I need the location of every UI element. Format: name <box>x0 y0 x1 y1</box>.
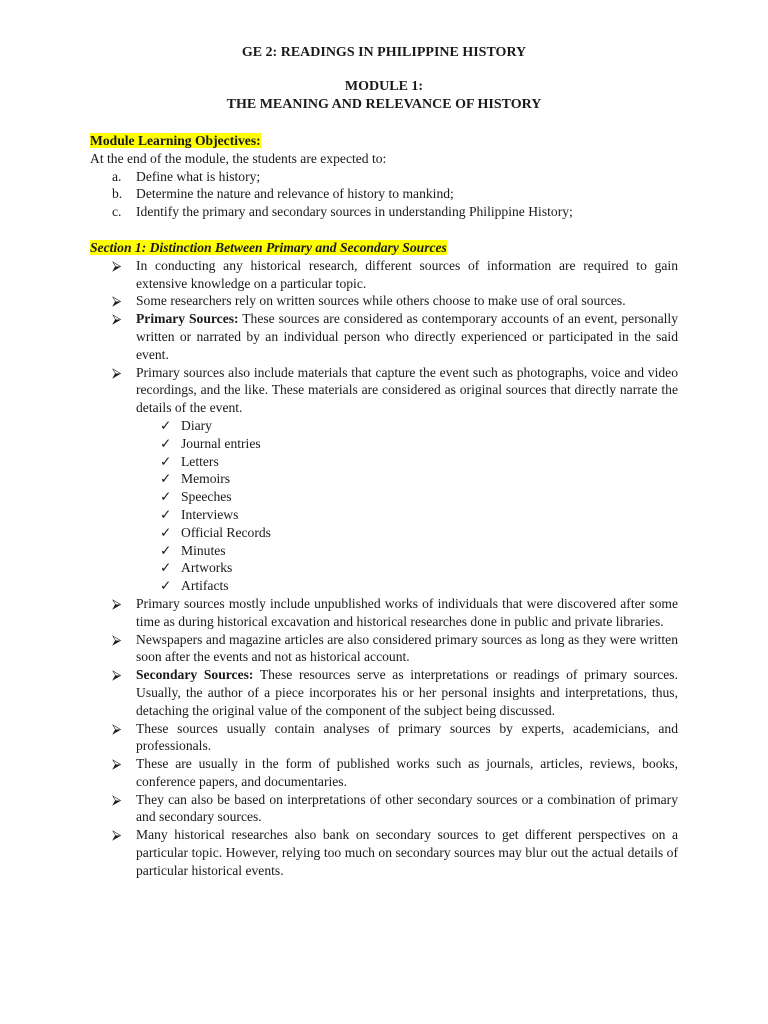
bullet-item <box>90 720 678 756</box>
objective-text: Define what is history; <box>136 168 261 184</box>
objectives-list <box>90 168 678 221</box>
bullet-text: Some researchers rely on written sources while others choose to make use of oral sources. <box>136 293 626 309</box>
checkmark-icon: ✓ <box>160 542 172 558</box>
arrow-bullet-icon: ⮚ <box>112 667 122 683</box>
bullet-item <box>90 292 678 310</box>
bullet-text: These resources serve as interpretations or readings of primary sources. Usually, the author of a piece incorporates his or her personal insights and interpretations, thus, detaching the original value of the component of the subject being discussed. <box>136 667 678 718</box>
module-number: MODULE 1: <box>344 79 424 94</box>
checklist-text: Artifacts <box>181 578 229 594</box>
arrow-bullet-icon: ⮚ <box>112 827 122 843</box>
checklist-text: Interviews <box>181 506 239 522</box>
bullet-text: These sources usually contain analyses of primary sources by experts, academicians, and professionals. <box>136 720 678 754</box>
arrow-bullet-icon: ⮚ <box>112 791 122 807</box>
bullet-item <box>90 791 678 827</box>
primary-sources-checklist <box>136 417 678 595</box>
objective-marker: c. <box>112 204 122 220</box>
section-1-heading <box>90 239 678 257</box>
bullet-text: Primary sources mostly include unpublished works of individuals that were discovered after some time as during historical excavation and historical researches done in public and private libraries. <box>136 595 678 629</box>
module-title: THE MEANING AND RELEVANCE OF HISTORY <box>226 97 542 112</box>
checklist-item <box>136 506 678 524</box>
section-1-heading-text: Section 1: Distinction Between Primary and Secondary Sources <box>90 239 447 255</box>
checkmark-icon: ✓ <box>160 524 172 540</box>
arrow-bullet-icon: ⮚ <box>112 364 122 380</box>
checklist-item <box>136 435 678 453</box>
objectives-heading <box>90 132 678 150</box>
checkmark-icon: ✓ <box>160 435 172 451</box>
objectives-intro: At the end of the module, the students are expected to: <box>90 150 387 166</box>
bullet-text: Primary sources also include materials that capture the event such as photographs, voice and video recordings, and the like. These materials are considered as original sources that directly narrate the details of the event. <box>136 364 678 416</box>
checklist-item <box>136 524 678 542</box>
objective-marker: a. <box>112 168 122 184</box>
objectives-heading-text: Module Learning Objectives: <box>90 133 261 148</box>
bullet-text: These sources are considered as contemporary accounts of an event, personally written or narrated by an individual person who directly experienced or participated in the said event. <box>136 311 678 362</box>
module-header <box>90 78 678 114</box>
bullet-bold-label: Primary Sources: <box>136 311 239 327</box>
bullet-item <box>90 826 678 879</box>
objective-marker: b. <box>112 186 123 202</box>
checklist-text: Letters <box>181 453 219 469</box>
bullet-item <box>90 755 678 791</box>
bullet-text: In conducting any historical research, different sources of information are required to gain extensive knowledge on a particular topic. <box>136 257 678 291</box>
checkmark-icon: ✓ <box>160 453 172 469</box>
objective-item <box>90 185 678 203</box>
arrow-bullet-icon: ⮚ <box>112 257 122 273</box>
arrow-bullet-icon: ⮚ <box>112 311 122 327</box>
arrow-bullet-icon: ⮚ <box>112 293 122 309</box>
bullet-text: These are usually in the form of published works such as journals, articles, reviews, books, conference papers, and documentaries. <box>136 756 678 789</box>
checkmark-icon: ✓ <box>160 471 172 487</box>
arrow-bullet-icon: ⮚ <box>112 756 122 772</box>
checklist-text: Official Records <box>181 524 271 540</box>
objective-item <box>90 168 678 186</box>
bullet-bold-label: Secondary Sources: <box>136 667 254 683</box>
bullet-text: Many historical researches also bank on secondary sources to get different perspectives on a particular topic. However, relying too much on secondary sources may blur out the actual details of particular historical events. <box>136 827 678 878</box>
arrow-bullet-icon: ⮚ <box>112 595 122 611</box>
objective-text: Identify the primary and secondary sources in understanding Philippine History; <box>136 204 573 220</box>
checklist-item <box>136 559 678 577</box>
bullet-item <box>90 666 678 719</box>
checkmark-icon: ✓ <box>160 506 172 522</box>
bullet-item <box>90 310 678 363</box>
checklist-text: Minutes <box>181 542 226 558</box>
checkmark-icon: ✓ <box>160 417 172 433</box>
checkmark-icon: ✓ <box>160 560 172 576</box>
checklist-text: Speeches <box>181 489 232 505</box>
checklist-item <box>136 417 678 435</box>
checkmark-icon: ✓ <box>160 578 172 594</box>
checklist-item <box>136 470 678 488</box>
checklist-text: Diary <box>181 417 212 433</box>
objective-item <box>90 203 678 221</box>
checklist-item <box>136 542 678 560</box>
document-title: GE 2: READINGS IN PHILIPPINE HISTORY <box>241 45 527 60</box>
checklist-text: Artworks <box>181 560 233 576</box>
section-1-bullets <box>90 257 678 880</box>
bullet-item <box>90 631 678 667</box>
checklist-item <box>136 453 678 471</box>
bullet-text: Newspapers and magazine articles are also considered primary sources as long as they were written soon after the events and not as historical account. <box>136 631 678 665</box>
bullet-item <box>90 595 678 631</box>
objective-text: Determine the nature and relevance of history to mankind; <box>136 186 454 202</box>
checkmark-icon: ✓ <box>160 489 172 505</box>
checklist-text: Memoirs <box>181 471 231 487</box>
bullet-text: They can also be based on interpretations of other secondary sources or a combination of primary and secondary sources. <box>136 791 678 825</box>
arrow-bullet-icon: ⮚ <box>112 720 122 736</box>
checklist-text: Journal entries <box>181 435 261 451</box>
bullet-item <box>90 257 678 293</box>
checklist-item <box>136 488 678 506</box>
bullet-item <box>90 364 678 595</box>
arrow-bullet-icon: ⮚ <box>112 631 122 647</box>
checklist-item <box>136 577 678 595</box>
